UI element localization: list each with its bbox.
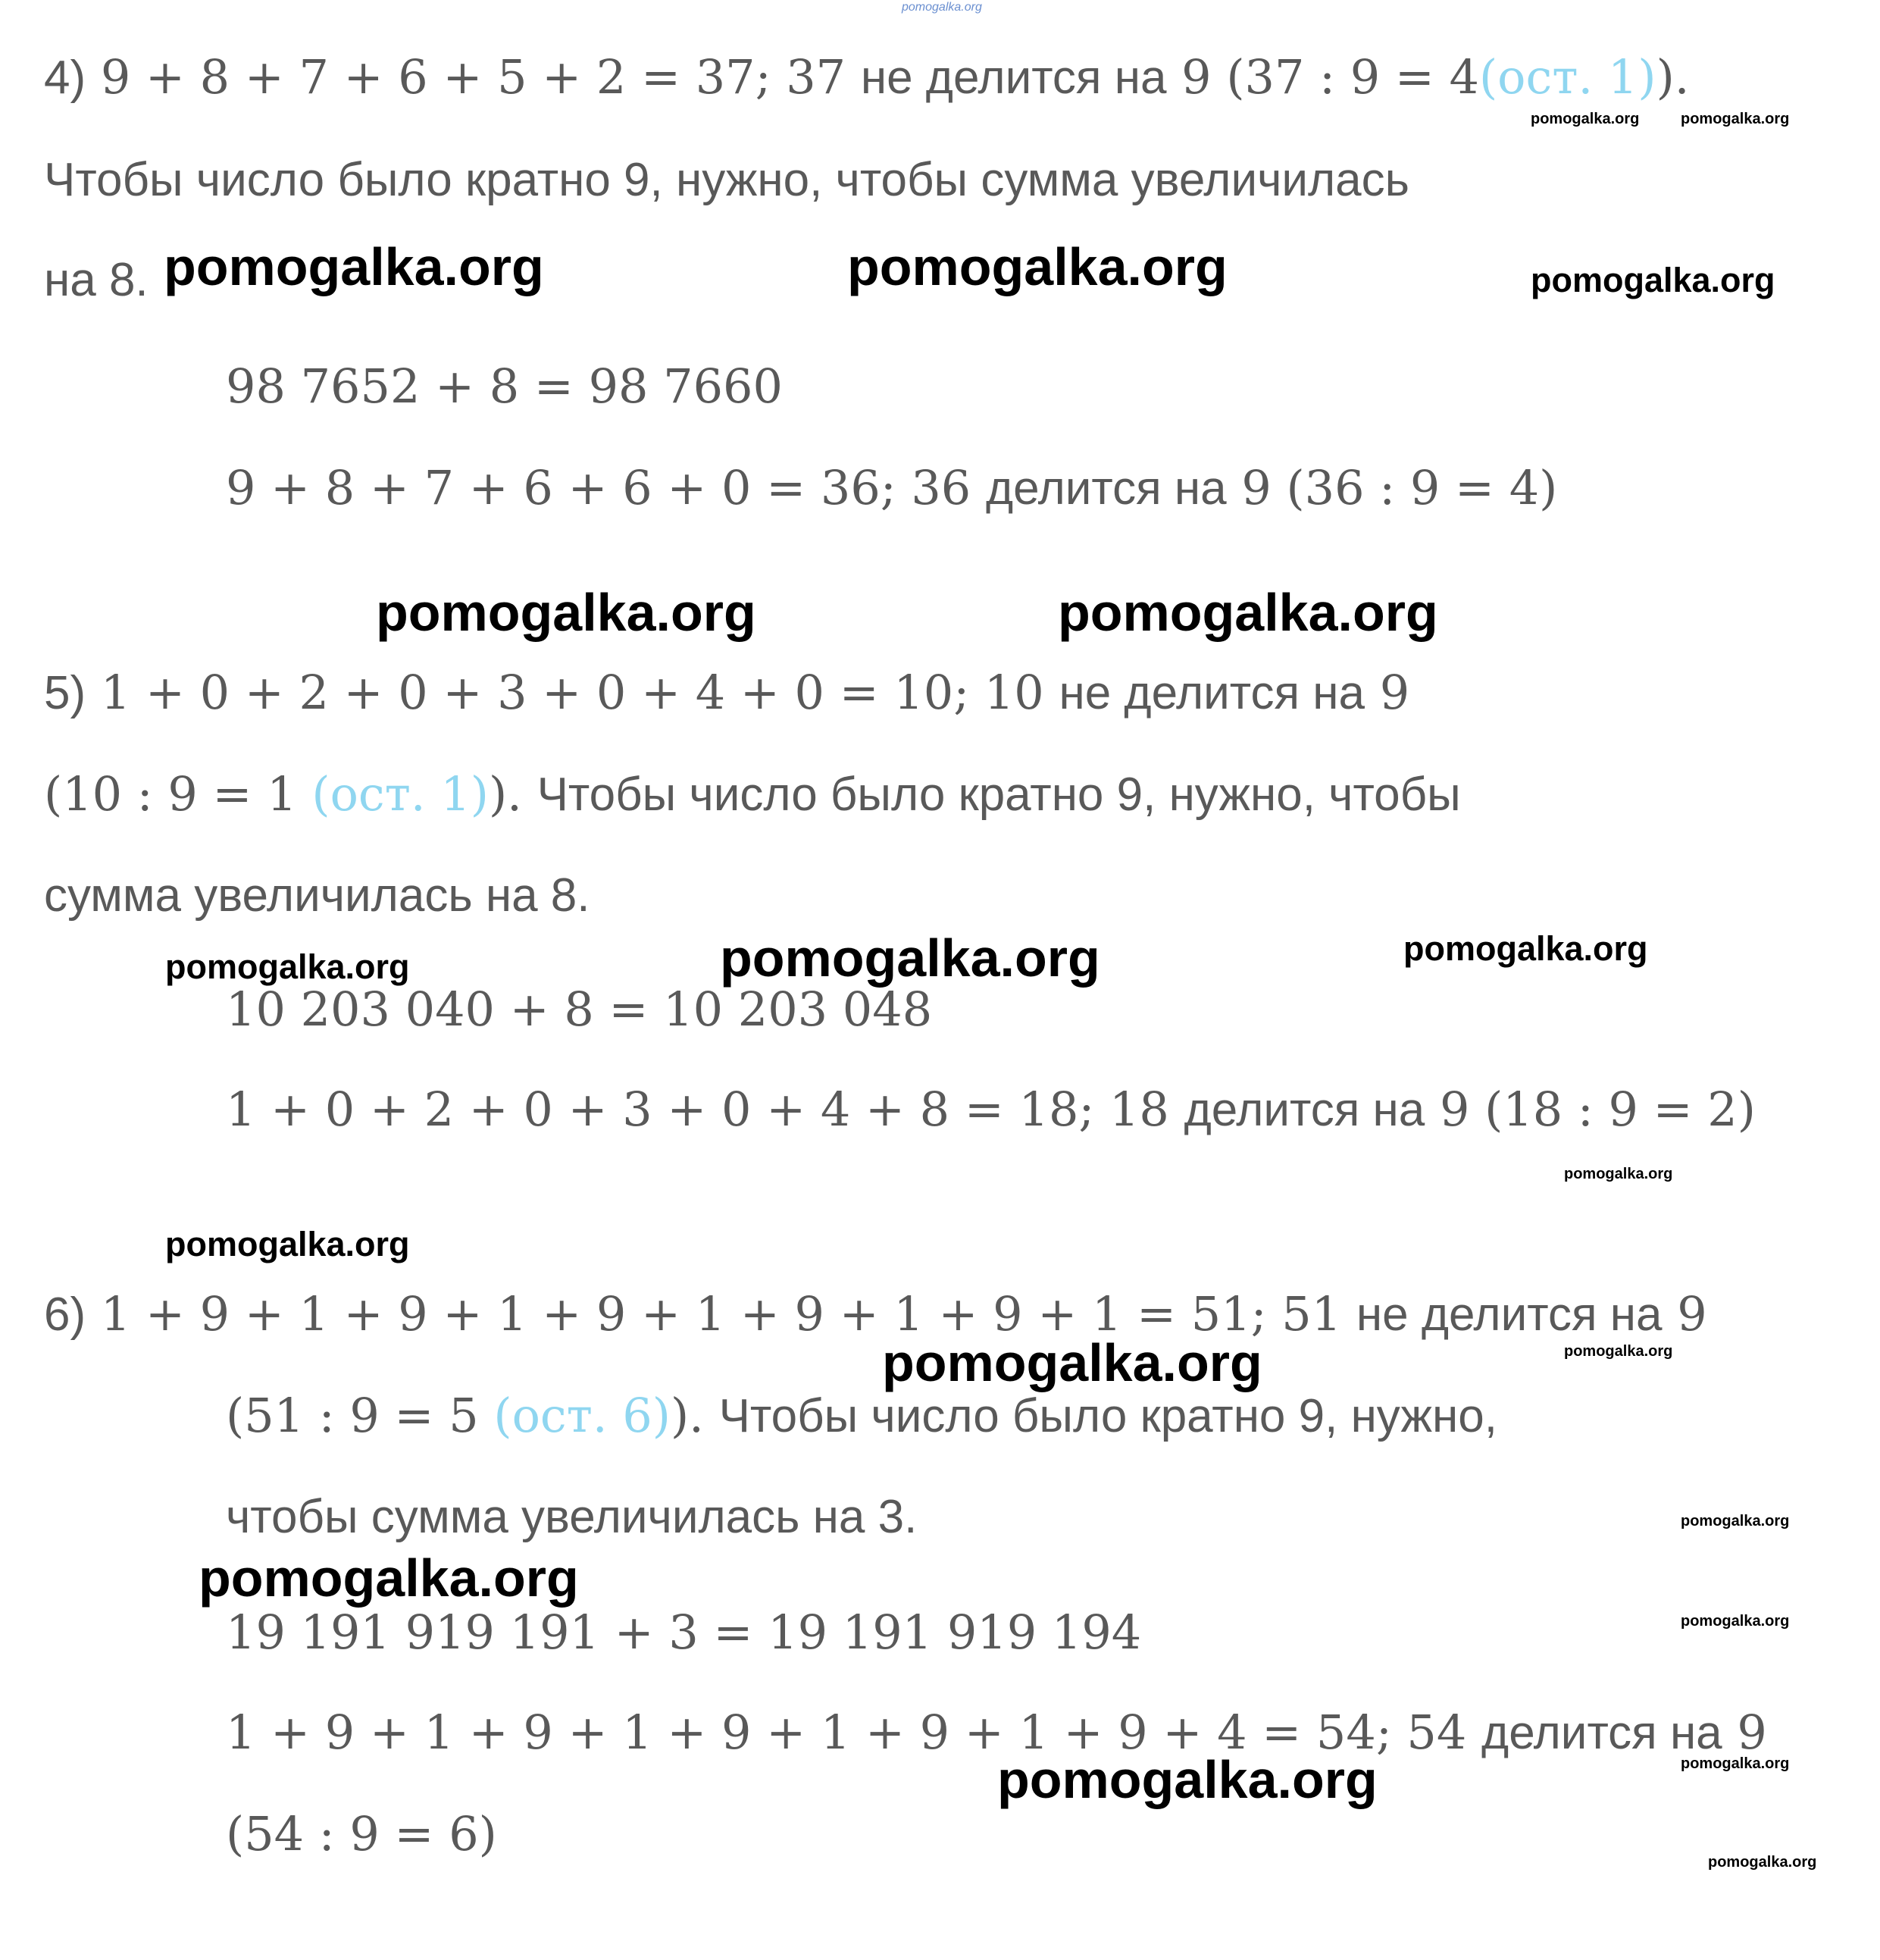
item6-remainder: (ост. 6) xyxy=(493,1388,671,1443)
item6-line1 xyxy=(44,1284,1707,1345)
item4-expr: 9 + 8 + 7 + 6 + 5 + 2 = 37; 37 xyxy=(100,49,846,105)
item4-calc2 xyxy=(226,458,1557,519)
item4-calc2-text: делится на xyxy=(985,462,1227,515)
item4-nine: 9 xyxy=(1181,49,1212,105)
watermark: pomogalka.org xyxy=(1681,1613,1790,1630)
item4-remainder: (ост. 1) xyxy=(1478,49,1656,105)
item6-calc2 xyxy=(226,1702,1767,1764)
watermark: pomogalka.org xyxy=(1564,1343,1673,1360)
item4-calc2-check: 9 (36 : 9 = 4) xyxy=(1241,460,1558,515)
watermark: pomogalka.org xyxy=(1681,1755,1790,1772)
watermark: pomogalka.org xyxy=(376,583,756,642)
item4-calc1: 98 7652 + 8 = 98 7660 xyxy=(226,358,783,414)
watermark: pomogalka.org xyxy=(1531,111,1640,127)
item6-calc3: (54 : 9 = 6) xyxy=(226,1806,497,1861)
item4-check: (37 : 9 = 4 xyxy=(1226,49,1479,105)
watermark: pomogalka.org xyxy=(199,1548,579,1608)
item6-calc2-expr: 1 + 9 + 1 + 9 + 1 + 9 + 1 + 9 + 1 + 9 + 4 = 54; 54 xyxy=(226,1705,1467,1760)
item5-calc1: 10 203 040 + 8 = 10 203 048 xyxy=(226,982,933,1037)
item6-line2 xyxy=(226,1385,1497,1447)
item4-line3: на 8. xyxy=(44,254,149,306)
item6-label: 6) xyxy=(44,1288,86,1341)
item5-line3: сумма увеличилась на 8. xyxy=(44,869,590,922)
watermark: pomogalka.org xyxy=(165,1225,410,1263)
item6-calc2-text: делится на xyxy=(1481,1707,1722,1759)
item5-calc2 xyxy=(226,1079,1756,1141)
watermark: pomogalka.org xyxy=(165,947,410,986)
watermark: pomogalka.org xyxy=(1564,1166,1673,1182)
item6-expr: 1 + 9 + 1 + 9 + 1 + 9 + 1 + 9 + 1 + 9 + 1 = 51; 51 xyxy=(100,1286,1342,1342)
item4-text: не делится на xyxy=(860,52,1167,104)
watermark: pomogalka.org xyxy=(720,928,1100,988)
watermark: pomogalka.org xyxy=(997,1750,1378,1809)
item4-close: ). xyxy=(1656,49,1690,105)
item5-calc2-check: 9 (18 : 9 = 2) xyxy=(1439,1082,1756,1137)
watermark: pomogalka.org xyxy=(1708,1854,1817,1871)
item6-calc1: 19 191 919 191 + 3 = 19 191 919 194 xyxy=(226,1605,1142,1660)
item4-line1 xyxy=(44,47,1689,108)
item6-nine: 9 xyxy=(1677,1286,1707,1342)
item6-calc2-nine: 9 xyxy=(1737,1705,1767,1760)
watermark: pomogalka.org xyxy=(1403,929,1648,968)
watermark: pomogalka.org xyxy=(1681,1513,1790,1529)
item5-expr: 1 + 0 + 2 + 0 + 3 + 0 + 4 + 0 = 10; 10 xyxy=(100,665,1044,720)
item5-remainder: (ост. 1) xyxy=(311,766,489,822)
item5-text: не делится на xyxy=(1059,667,1365,719)
item6-close: ). xyxy=(670,1388,704,1443)
item5-line2 xyxy=(44,764,1461,825)
item6-line2-text: Чтобы число было кратно 9, нужно, xyxy=(718,1390,1497,1442)
item5-line1 xyxy=(44,662,1409,724)
item4-calc2-expr: 9 + 8 + 7 + 6 + 6 + 0 = 36; 36 xyxy=(226,460,971,515)
item4-label: 4) xyxy=(44,52,86,104)
item6-check: (51 : 9 = 5 xyxy=(226,1388,479,1443)
item5-nine: 9 xyxy=(1379,665,1410,720)
watermark: pomogalka.org xyxy=(164,237,544,296)
item6-line3: чтобы сумма увеличилась на 3. xyxy=(226,1491,918,1543)
item5-calc2-text: делится на xyxy=(1184,1084,1425,1136)
item5-check: (10 : 9 = 1 xyxy=(44,766,297,822)
item6-text: не делится на xyxy=(1356,1288,1663,1341)
item5-calc2-expr: 1 + 0 + 2 + 0 + 3 + 0 + 4 + 8 = 18; 18 xyxy=(226,1082,1169,1137)
watermark: pomogalka.org xyxy=(1531,261,1775,299)
item4-line2: Чтобы число было кратно 9, нужно, чтобы сумма увеличилась xyxy=(44,154,1409,206)
item5-close: ). xyxy=(488,766,522,822)
item5-line2-text: Чтобы число было кратно 9, нужно, чтобы xyxy=(536,769,1461,821)
watermark: pomogalka.org xyxy=(1681,111,1790,127)
watermark: pomogalka.org xyxy=(1058,583,1438,642)
watermark: pomogalka.org xyxy=(847,237,1228,296)
item5-label: 5) xyxy=(44,667,86,719)
watermark: pomogalka.org xyxy=(882,1333,1262,1392)
watermark-top: pomogalka.org xyxy=(902,1,982,14)
